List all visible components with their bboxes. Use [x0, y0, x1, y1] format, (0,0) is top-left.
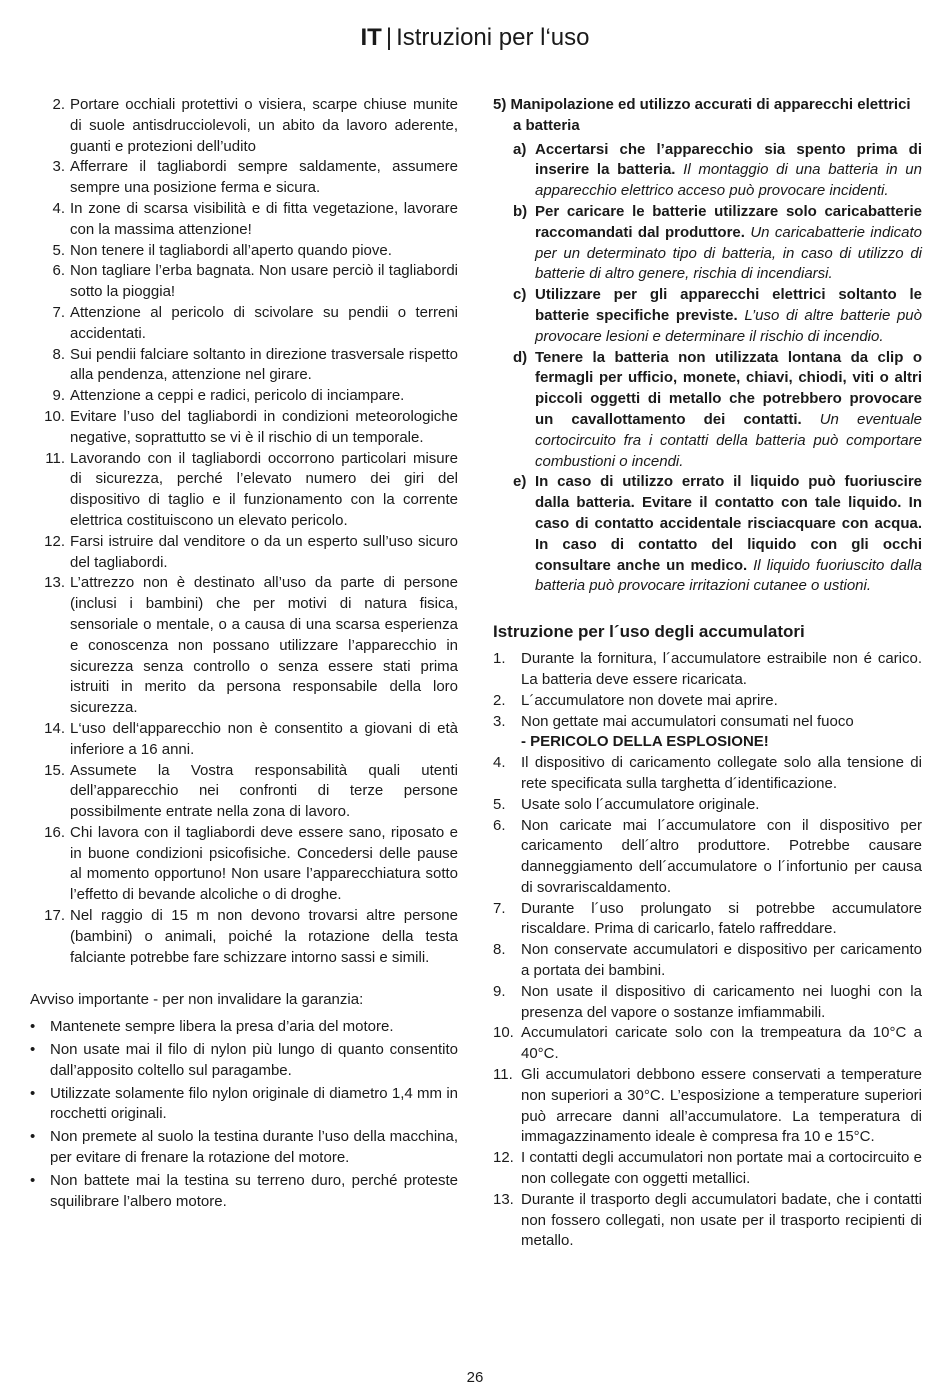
list-item: 16. Chi lavora con il tagliabordi deve essere sano, riposato e in buone condizioni psicofisiche. Concedersi delle pause al momento opportuno! Non usare l’apparecchiatura sotto l’effetto di bevande alcoliche o di droghe. — [44, 823, 458, 904]
header-separator: | — [385, 24, 393, 51]
language-code: IT — [360, 24, 382, 51]
page-number: 26 — [466, 1369, 484, 1386]
bullet-item: • Non usate mai il filo di nylon più lungo di quanto consentito dall’apposito coltello sul paragambe. — [30, 1041, 458, 1079]
list-item: 9. Attenzione a ceppi e radici, pericolo di inciampare. — [52, 387, 405, 405]
list-item: 3. Afferrare il tagliabordi sempre saldamente, assumere sempre una posizione ferma e sicura. — [52, 158, 458, 197]
list-item: 11. Lavorando con il tagliabordi occorrono particolari misure di sicurezza, perché l’elevato numero dei giri del dispositivo di taglio e il funzionamento con la corrente elettrica costituiscono un elevato pericolo. — [45, 449, 458, 529]
list-item: d) Tenere la batteria non utilizzata lontana da clip o fermagli per ufficio, monete, chiavi, chiodi, viti o altri piccoli oggetti di metallo che potrebbero provocare un cavallottamento dei contatti. Un eventuale cortocircuito fra i contatti della batteria può comportare combustioni o incendi. — [513, 348, 922, 470]
list-item: 8. Non conservate accumulatori e dispositivo per caricamento a portata dei bambini. — [493, 941, 922, 980]
list-item: c) Utilizzare per gli apparecchi elettrici soltanto le batterie specifiche previste. L’uso di altre batterie può provocare lesioni e determinare il rischio di incendio. — [513, 286, 922, 345]
list-item: 14. L‘uso dell‘apparecchio non è consentito a giovani di età inferiore a 16 anni. — [44, 719, 458, 758]
bullet-icon: • — [30, 1018, 36, 1036]
list-item: 6. Non caricate mai l´accumulatore con il dispositivo per caricamento dell´altro produttore. Potrebbe causare danneggiamento dell´accumulatore o l´infortunio per causa di sovrariscaldamento. — [493, 816, 922, 896]
bullet-item: • Non battete mai la testina su terreno duro, perché proteste squilibrare l’albero motore. — [30, 1171, 458, 1210]
list-item: 12. I contatti degli accumulatori non portate mai a cortocircuito e non collegate con oggetti metallici. — [493, 1149, 922, 1188]
list-item: 7. Durante l´uso prolungato si potrebbe accumulatore riscaldare. Prima di caricarlo, fatelo raffreddare. — [493, 899, 922, 938]
list-item: 7. Attenzione al pericolo di scivolare su pendii o terreni accidentati. — [52, 303, 458, 342]
page-header — [0, 22, 950, 54]
list-item: 13. Durante il trasporto degli accumulatori badate, che i contatti non fossero collegati, non usate per il trasporto recipienti di metallo. — [493, 1190, 922, 1250]
list-item: 10. Evitare l’uso del tagliabordi in condizioni meteorologiche negative, soprattutto se vi è il rischio di un temporale. — [44, 407, 458, 446]
bullet-item: • Mantenete sempre libera la presa d’aria del motore. — [30, 1017, 458, 1038]
accumulator-list — [493, 649, 922, 1252]
list-item: a) Accertarsi che l’apparecchio sia spento prima di inserire la batteria. Il montaggio di una batteria in un apparecchio elettrico acceso può provocare incidenti. — [513, 140, 922, 200]
explosion-warning: - PERICOLO DELLA ESPLOSIONE! — [521, 733, 769, 751]
list-item: e) In caso di utilizzo errato il liquido può fuoriuscire dalla batteria. Evitare il contatto con tale liquido. In caso di contatto accidentale risciacquare con acqua. In caso di contatto del liquido con gli occhi consultare anche un medico. Il liquido fuoriuscito dalla batteria può provocare irritazioni cutanee o ustioni. — [513, 473, 922, 595]
list-item: 8. Sui pendii falciare soltanto in direzione trasversale rispetto alla pendenza, attenzione nel girare. — [52, 345, 458, 384]
list-item: 2. Portare occhiali protettivi o visiera, scarpe chiuse munite di suole antisdrucciolevoli, un abito da lavoro aderente, guanti e protezioni dell’udito — [52, 96, 458, 155]
bullet-icon: • — [30, 1041, 36, 1059]
list-item: 15. Assumete la Vostra responsabilità quali utenti dell’apparecchio nei confronti di terze persone possibilmente entrate nella zona di lavoro. — [44, 761, 458, 821]
warranty-notice-title: Avviso importante - per non invalidare la garanzia: — [30, 991, 364, 1009]
list-item: 9. Non usate il dispositivo di caricamento nei luoghi con la presenza del vapore o sostanze imfiammabili. — [493, 982, 922, 1021]
list-item: 5. Usate solo l´accumulatore originale. — [493, 795, 760, 813]
list-item: 6. Non tagliare l’erba bagnata. Non usare perciò il tagliabordi sotto la pioggia! — [52, 262, 458, 301]
list-item: 5. Non tenere il tagliabordi all’aperto quando piove. — [52, 241, 392, 259]
list-item: 10. Accumulatori caricate solo con la trempeatura da 10°C a 40°C. — [493, 1024, 922, 1063]
list-item: 4. Il dispositivo di caricamento collegate solo alla tensione di rete specificata sulla targhetta d´identificazione. — [493, 754, 922, 792]
list-item: 2. L´accumulatore non dovete mai aprire. — [493, 691, 778, 709]
battery-handling-list — [493, 140, 922, 598]
list-item: 3. Non gettate mai accumulatori consumati nel fuoco - PERICOLO DELLA ESPLOSIONE! — [493, 712, 922, 754]
list-item: 11. Gli accumulatori debbono essere conservati a temperature non superiori a 30°C. L’esposizione a temperature superiori può arrecare danni all’accumulatore. La temperatura di immagazzinamento ideale è compresa fra 10 e 15°C. — [493, 1066, 922, 1146]
bullet-item: • Non premete al suolo la testina durante l’uso della macchina, per evitare di frenare la rotazione del motore. — [30, 1128, 458, 1167]
header-title: Istruzioni per l‘uso — [396, 24, 590, 51]
bullet-icon: • — [30, 1084, 36, 1102]
accumulator-section-title: Istruzione per l´uso degli accumulatori — [493, 622, 805, 642]
list-item: 1. Durante la fornitura, l´accumulatore estraibile non é carico. La batteria deve essere ricaricata. — [493, 650, 922, 688]
list-item: b) Per caricare le batterie utilizzare solo caricabatterie raccomandati dal produttore. Un caricabatterie indicato per un determinato tipo di batteria, in caso di utilizzo di batterie di altro genere, rischia di incendiarsi. — [513, 202, 922, 283]
bullet-icon: • — [30, 1128, 36, 1146]
section-5-title: 5) Manipolazione ed utilizzo accurati di apparecchi elettrici a batteria — [493, 96, 911, 134]
list-item: 13. L’attrezzo non è destinato all’uso da parte di persone (inclusi i bambini) che per motivi di natura fisica, sensoriale o mentale, o a causa di una scarsa esperienza e conoscenza non possano utilizzare l’apparecchio in sicurezza senza controllo o senza essere stati prima istruiti in merito da persona responsabile della loro sicurezza. — [44, 574, 458, 717]
safety-list — [30, 95, 458, 968]
bullet-icon: • — [30, 1171, 36, 1189]
left-column — [30, 95, 458, 1214]
list-item: 4. In zone di scarsa visibilità e di fitta vegetazione, lavorare con la massima attenzione! — [52, 199, 458, 238]
list-item: 12. Farsi istruire dal venditore o da un esperto sull’uso sicuro del tagliabordi. — [44, 532, 458, 571]
warranty-bullet-list — [30, 1017, 458, 1212]
list-item: 17. Nel raggio di 15 m non devono trovarsi altre persone (bambini) o animali, poiché la rotazione della testa falciante potrebbe fare schizzare intorno sassi e simili. — [44, 907, 458, 966]
bullet-item: • Utilizzate solamente filo nylon originale di diametro 1,4 mm in rocchetti originali. — [30, 1084, 458, 1123]
right-column — [493, 95, 922, 1252]
